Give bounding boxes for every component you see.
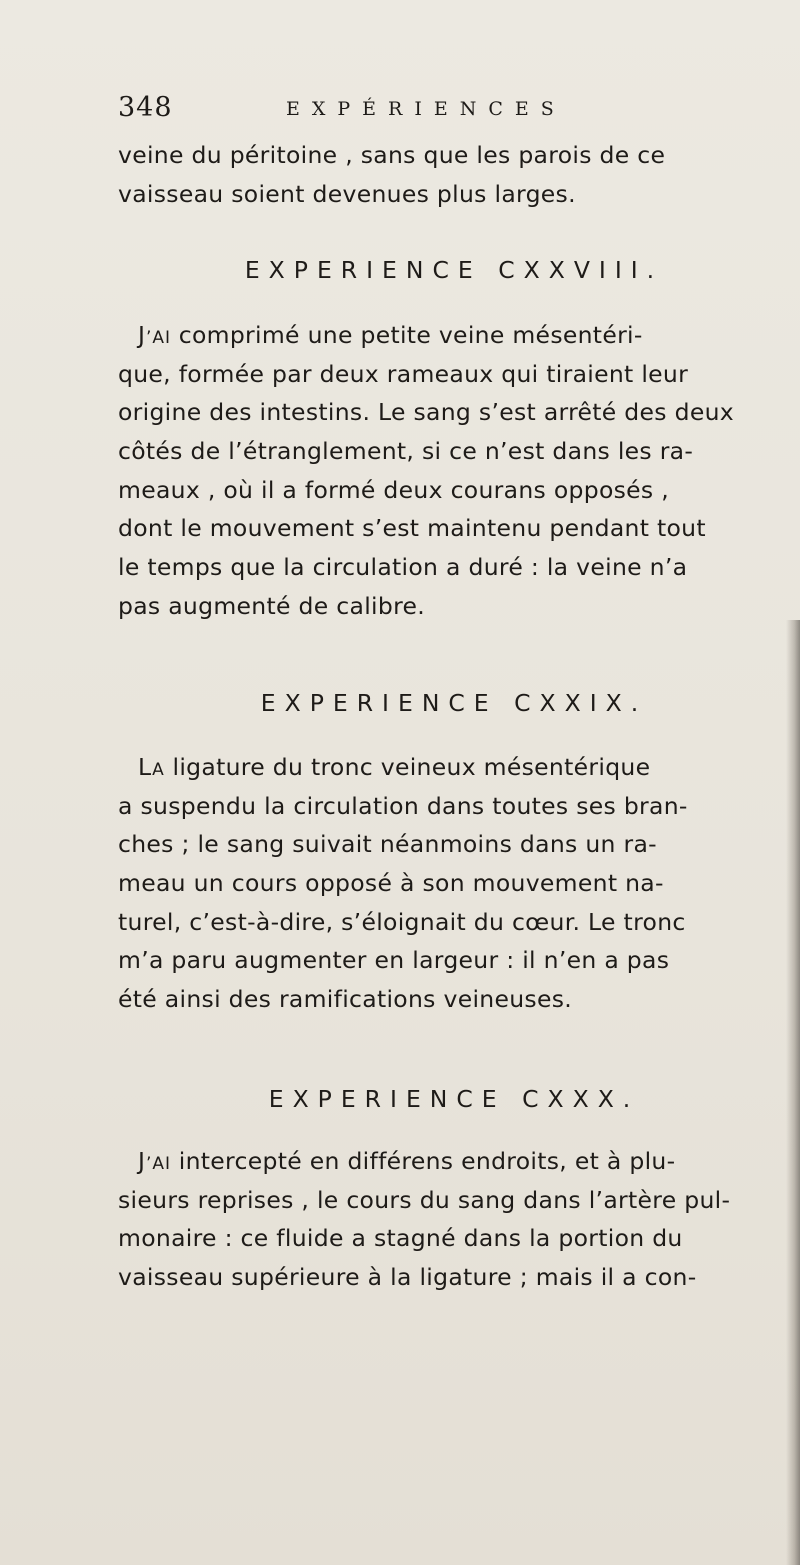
text-line: meaux , où il a formé deux courans opposés , xyxy=(118,475,670,504)
text-line: vaisseau supérieure à la ligature ; mais il a con- xyxy=(118,1263,697,1292)
lead-smallcaps: A xyxy=(152,760,165,780)
section-heading-cxxviii: EXPERIENCE CXXVIII. xyxy=(244,256,664,284)
lead-smallcaps: ’AI xyxy=(145,1154,171,1174)
text-line: été ainsi des ramifications veineuses. xyxy=(118,985,573,1014)
section-heading-cxxix: EXPERIENCE CXXIX. xyxy=(260,689,648,717)
text-line: vaisseau soient devenues plus larges. xyxy=(118,179,576,208)
intro-paragraph xyxy=(118,136,790,213)
text-line: que, formée par deux rameaux qui tiraient leur xyxy=(118,359,689,388)
section-body-cxxix xyxy=(118,748,790,1019)
text-line: côtés de l’étranglement, si ce n’est dans les ra- xyxy=(118,437,694,466)
text-line: le temps que la circulation a duré : la veine n’a xyxy=(118,553,688,582)
page-number: 348 xyxy=(118,92,173,123)
text-line: dont le mouvement s’est maintenu pendant tout xyxy=(118,514,706,543)
first-line-text: ligature du tronc veineux mésentérique xyxy=(164,753,651,781)
lead-capital: L xyxy=(138,753,153,781)
text-line: ches ; le sang suivait néanmoins dans un ra- xyxy=(118,830,657,859)
text-line xyxy=(118,316,790,355)
text-line xyxy=(118,748,790,787)
text-line: m’a paru augmenter en largeur : il n’en a pas xyxy=(118,946,670,975)
text-line: a suspendu la circulation dans toutes ses bran- xyxy=(118,791,688,820)
lead-capital: J xyxy=(138,321,146,349)
text-line: pas augmenté de calibre. xyxy=(118,591,426,620)
text-line: meau un cours opposé à son mouvement na- xyxy=(118,869,664,898)
text-line: veine du péritoine , sans que les parois de ce xyxy=(118,141,666,169)
lead-capital: J xyxy=(138,1147,146,1175)
lead-smallcaps: ’AI xyxy=(145,328,171,348)
text-line: turel, c’est-à-dire, s’éloignait du cœur. Le tronc xyxy=(118,907,686,936)
running-head: EXPÉRIENCES xyxy=(286,98,566,120)
first-line-text: comprimé une petite veine mésentéri- xyxy=(170,321,643,349)
text-line: sieurs reprises , le cours du sang dans l’artère pul- xyxy=(118,1185,731,1214)
text-line xyxy=(118,1142,790,1181)
page-header xyxy=(118,92,638,132)
first-line-text: intercepté en différens endroits, et à plu- xyxy=(170,1147,676,1175)
section-body-cxxx xyxy=(118,1142,790,1297)
section-body-cxxviii xyxy=(118,316,790,626)
section-heading-cxxx: EXPERIENCE CXXX. xyxy=(268,1085,640,1113)
text-line: monaire : ce fluide a stagné dans la portion du xyxy=(118,1224,683,1253)
text-line: origine des intestins. Le sang s’est arrêté des deux xyxy=(118,398,734,427)
